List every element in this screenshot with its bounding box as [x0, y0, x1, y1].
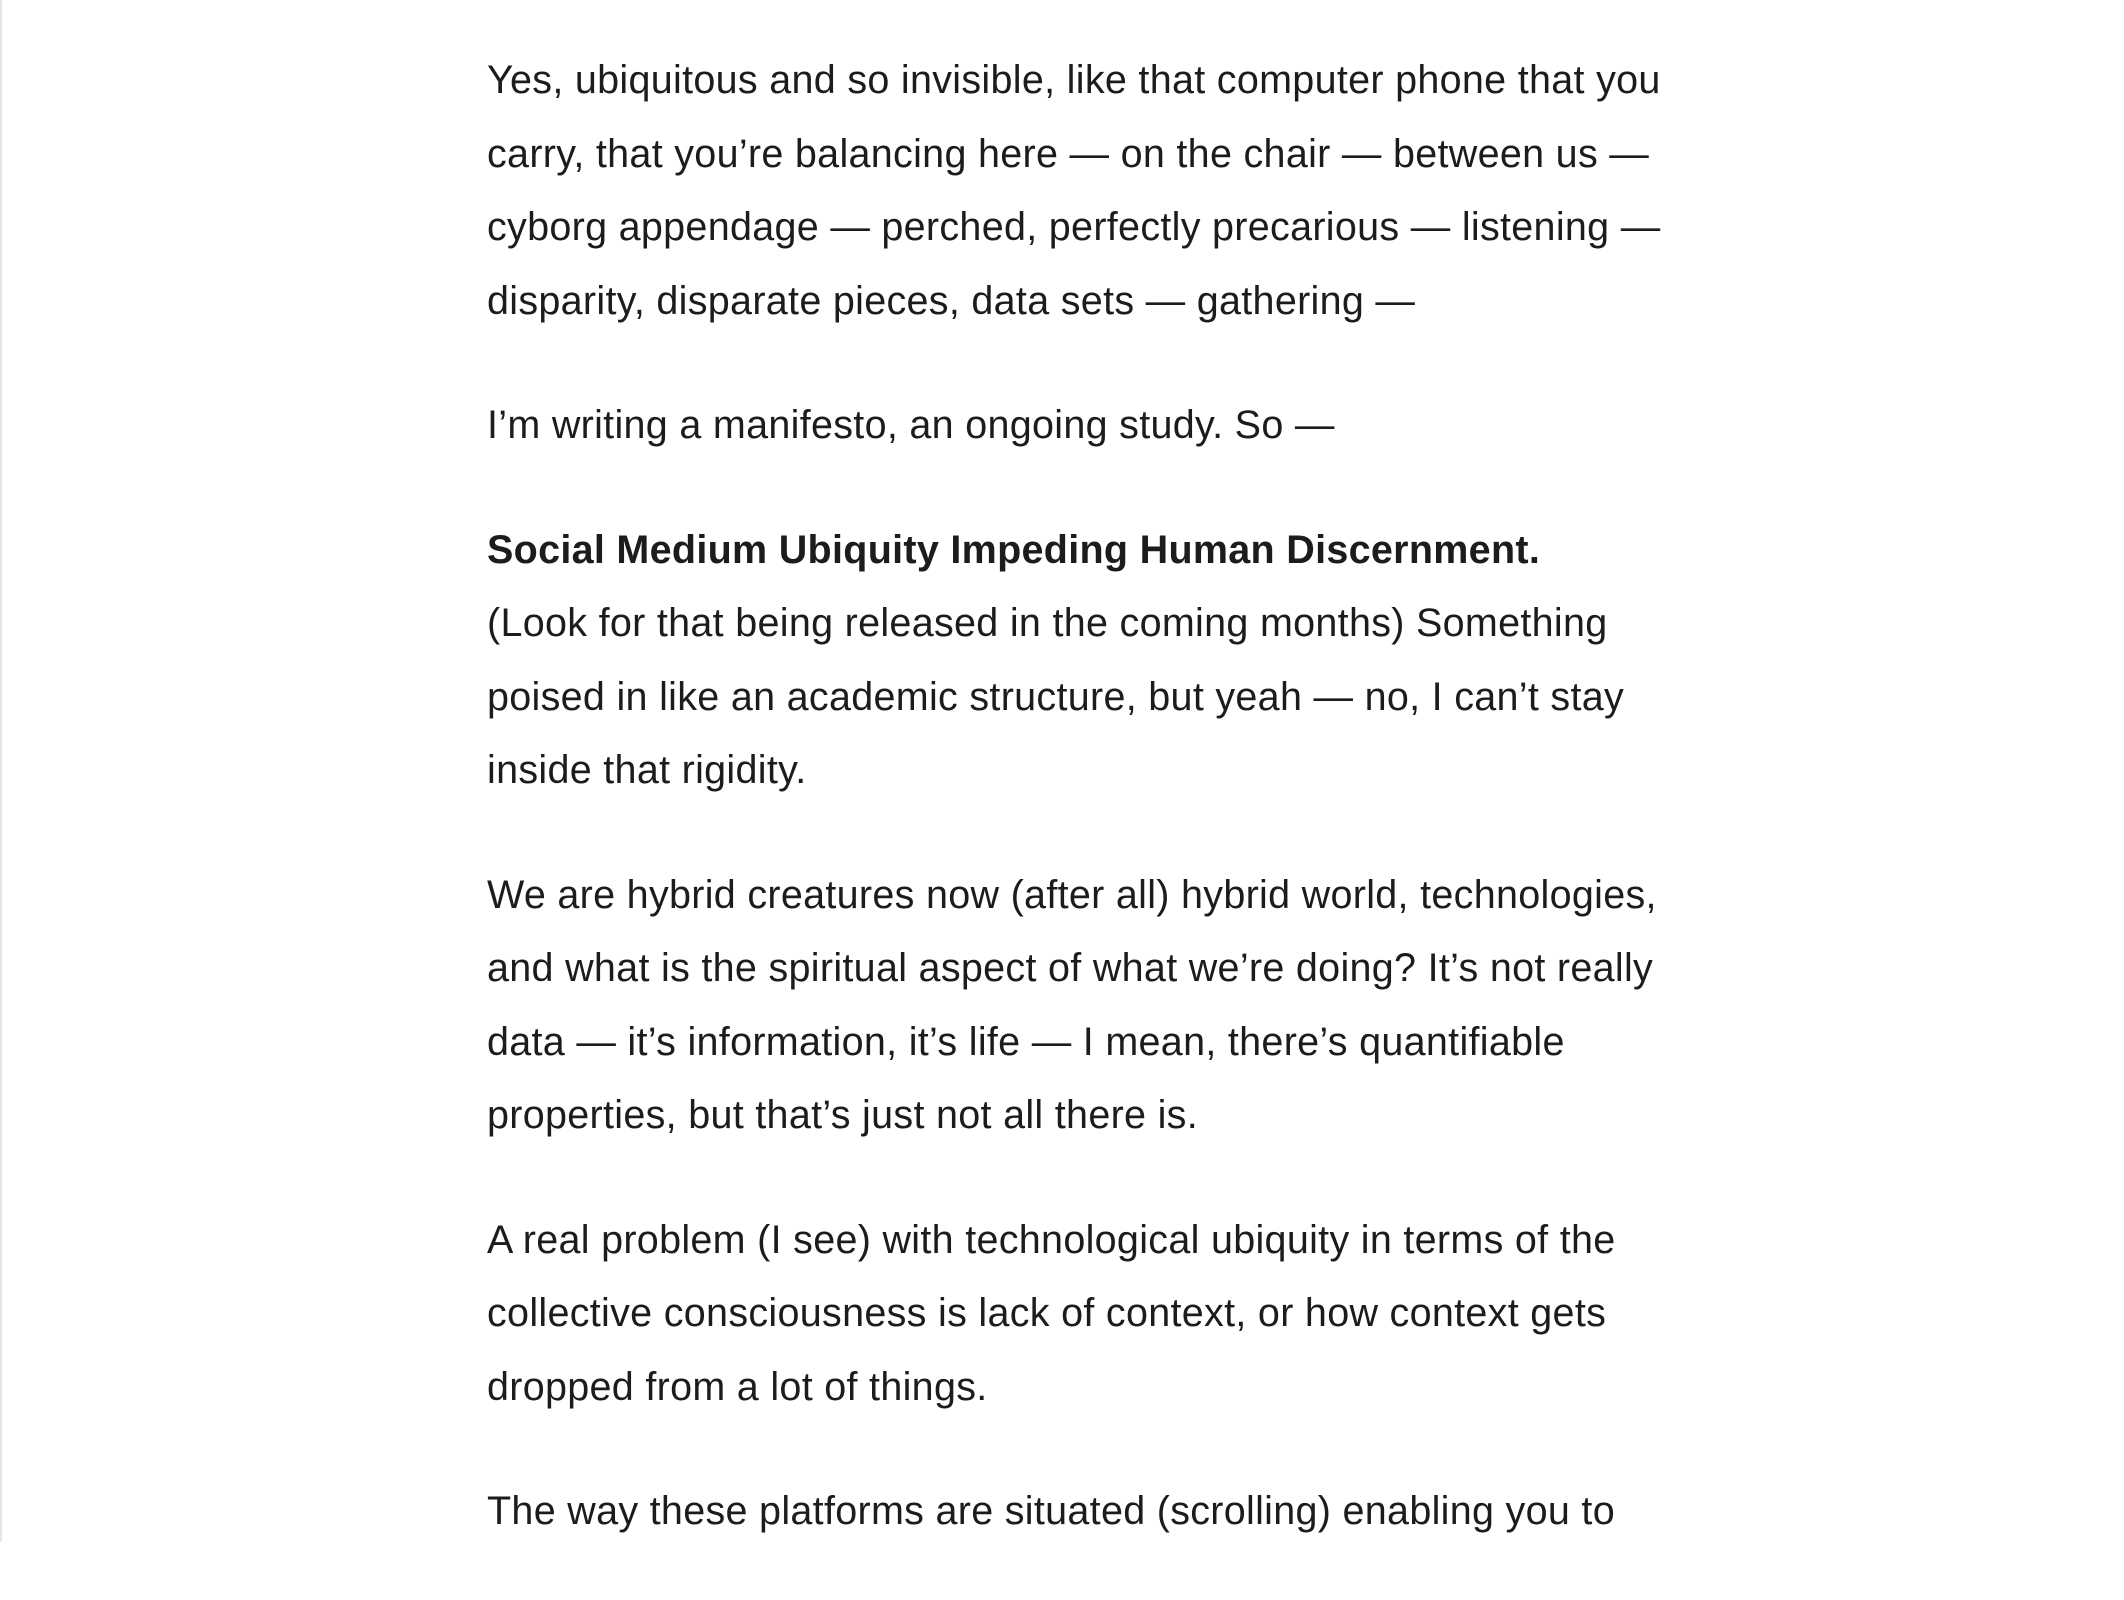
manifesto-note: (Look for that being released in the coming months) Something poised in like an academic structure, but yeah — no, I can’t stay inside that rigidity.: [487, 601, 1625, 792]
manifesto-block: [487, 514, 1727, 808]
article-body: [487, 44, 1727, 1600]
paragraph-ubiquitous: Yes, ubiquitous and so invisible, like that computer phone that you carry, that you’re balancing here — on the chair — between us — cyborg appendage — perched, perfectly precarious — listening — disparity, disparate pieces, data sets — gathering —: [487, 58, 1661, 323]
paragraph-hybrid-creatures: We are hybrid creatures now (after all) hybrid world, technologies, and what is the spiritual aspect of what we’re doing? It’s not really data — it’s information, it’s life — I mean, there’s quantifiable properties, but that’s just not all there is.: [487, 872, 1657, 1137]
paragraph-manifesto-intro: I’m writing a manifesto, an ongoing study. So —: [487, 403, 1335, 447]
page-left-border: [0, 0, 2, 1542]
paragraph-platforms: The way these platforms are situated (scrolling) enabling you to: [487, 1489, 1615, 1533]
paragraph-context: A real problem (I see) with technological ubiquity in terms of the collective consciousness is lack of context, or how context gets dropped from a lot of things.: [487, 1217, 1616, 1409]
manifesto-title: Social Medium Ubiquity Impeding Human Discernment.: [487, 527, 1541, 572]
